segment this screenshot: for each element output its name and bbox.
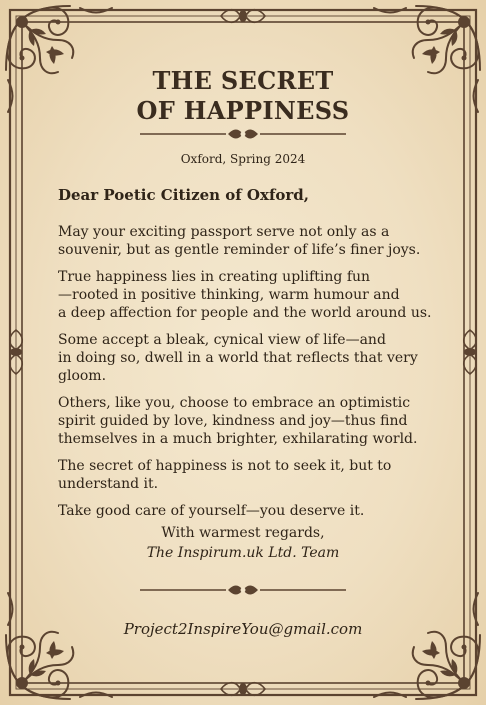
- paragraph: [58, 502, 438, 520]
- paragraph: [58, 457, 438, 493]
- text-line: spirit guided by love, kindness and joy—thus find: [58, 413, 408, 429]
- title-line-2: OF HAPPINESS: [136, 96, 350, 125]
- paragraph: [58, 394, 438, 448]
- text-line: gloom.: [58, 368, 107, 384]
- paragraph: [58, 223, 438, 259]
- letter-title: [0, 66, 486, 126]
- paragraph: [58, 268, 438, 322]
- text-line: understand it.: [58, 476, 159, 492]
- greeting: Dear Poetic Citizen of Oxford,: [58, 186, 310, 204]
- text-line: in doing so, dwell in a world that reflects that very: [58, 350, 418, 366]
- text-line: Take good care of yourself—you deserve it.: [58, 503, 365, 519]
- signature-block: [0, 523, 486, 563]
- text-line: The secret of happiness is not to seek it, but to: [58, 458, 392, 474]
- text-line: May your exciting passport serve not only as a: [58, 224, 390, 240]
- contact-email: Project2InspireYou@gmail.com: [123, 620, 363, 638]
- place-date: Oxford, Spring 2024: [180, 152, 306, 166]
- text-line: —rooted in positive thinking, warm humour and: [58, 287, 400, 303]
- title-divider: [140, 128, 346, 140]
- text-line: True happiness lies in creating uplifting fun: [58, 269, 371, 285]
- text-line: souvenir, but as gentle reminder of life’s finer joys.: [58, 242, 421, 258]
- title-line-1: THE SECRET: [152, 66, 334, 95]
- signature: The Inspirum.uk Ltd. Team: [146, 545, 340, 561]
- paragraph: [58, 331, 438, 385]
- letter-body: [58, 223, 438, 529]
- text-line: Some accept a bleak, cynical view of life—and: [58, 332, 386, 348]
- text-line: a deep affection for people and the world around us.: [58, 305, 432, 321]
- text-line: Others, like you, choose to embrace an optimistic: [58, 395, 411, 411]
- closing: With warmest regards,: [161, 525, 325, 541]
- footer-divider: [140, 584, 346, 596]
- text-line: themselves in a much brighter, exhilarating world.: [58, 431, 418, 447]
